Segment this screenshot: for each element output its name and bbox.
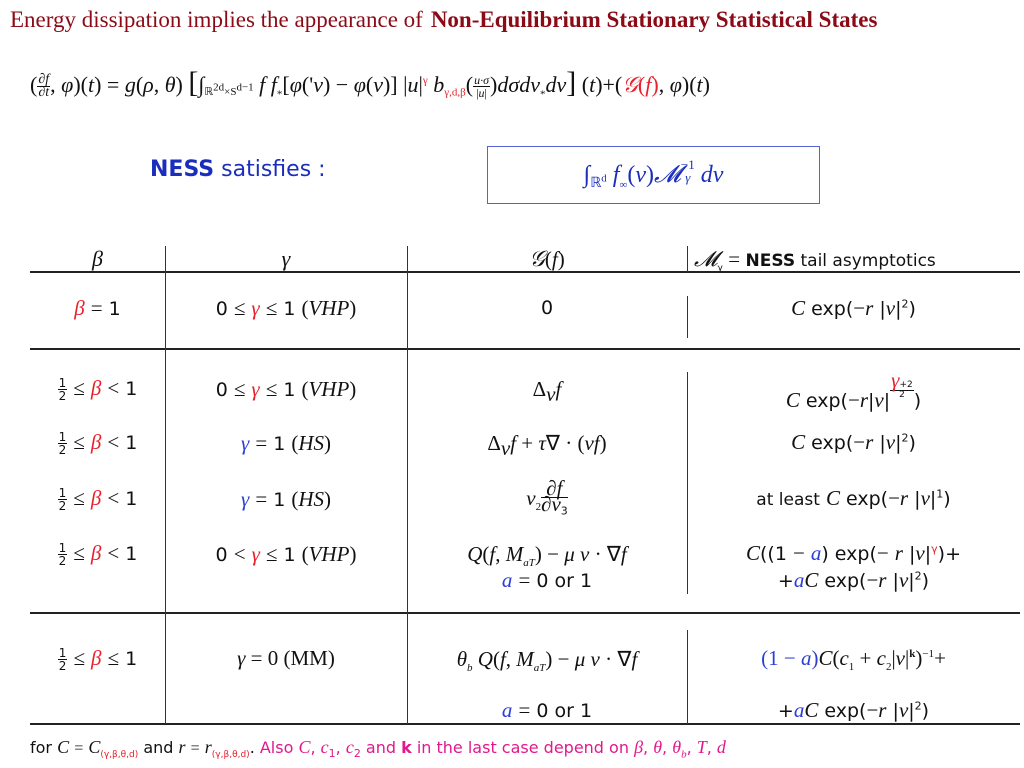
row5-or: or <box>554 570 574 592</box>
row1-G: 0 <box>540 297 554 319</box>
row1-gamma: 0 ≤ γ ≤ 1 (VHP) <box>215 296 357 320</box>
row6-G2: a = 0 or 1 <box>501 698 593 722</box>
row1-beta: β = 1 <box>74 296 121 320</box>
row3-gamma: γ = 1 (HS) <box>240 431 331 455</box>
row6-or: or <box>554 700 574 722</box>
title-highlight: Non-Equilibrium Stationary Statistical States <box>430 7 878 32</box>
row6-M: $(1 - a)C(c_1 + c_2|v|^k)^{-1}+$ <box>761 646 946 674</box>
row3-M: C exp(−r $|v|^2$) <box>791 430 916 454</box>
table-vline-3a <box>687 246 688 272</box>
row5-G2: a = 0 or 1 <box>501 568 593 592</box>
row6-G: $\theta_b$ Q(f, $M_{aT}) - \mu$ v · ∇f <box>456 647 638 675</box>
ness-label-bold: NESS <box>150 157 215 182</box>
row5-gamma: 0 < γ ≤ 1 (VHP) <box>215 542 357 566</box>
table-line-1 <box>30 348 1020 350</box>
footer-note: for $C = C_{(\gamma,\beta,\theta,d)}$ and $r = r_{(\gamma,\beta,\theta,d)}$. Also C, $c_1$, $c_2$ and k in the last case depend on β, θ, $\theta_b$, T, d <box>30 737 726 761</box>
row2-G: $\Delta_vf$ <box>532 377 562 407</box>
header-gamma: γ <box>281 246 291 271</box>
row5-M2: +aC exp(−r $|v|^2$) <box>777 568 930 592</box>
ness-formula-box <box>487 146 820 204</box>
row3-beta: $\frac{1}{2}$ ≤ β < 1 <box>58 430 138 457</box>
row4-G: $v_2$ $\frac{\partial f}{\partial v_3}$ <box>526 476 568 518</box>
row4-at-least: at least <box>756 490 820 510</box>
ness-formula: $\int_{ℝ^d}$ $f_\infty(v)𝓜$ −1 γ dv <box>583 156 724 192</box>
table-line-bottom <box>30 723 1020 725</box>
row3-G: $\Delta_vf + \tau\nabla \cdot (vf)$ <box>487 431 607 461</box>
header-G: 𝒢(f) <box>529 246 565 271</box>
row2-M: C exp(−r|v| $\frac{\gamma+2}{2}$ ) <box>785 368 922 412</box>
row5-M: C((1 − a) exp(− r $|v|^\gamma)+$ <box>745 541 961 565</box>
row4-beta: $\frac{1}{2}$ ≤ β < 1 <box>58 486 138 513</box>
header-beta: β <box>92 246 103 271</box>
row1-M: C exp(−r $|v|^2$) <box>791 296 916 320</box>
row5-beta: $\frac{1}{2}$ ≤ β < 1 <box>58 541 138 568</box>
title-prefix: Energy dissipation implies the appearance of <box>10 7 423 32</box>
ness-label <box>150 157 326 182</box>
table-line-2 <box>30 612 1020 614</box>
row2-beta: $\frac{1}{2}$ ≤ β < 1 <box>58 376 138 403</box>
ness-label-rest: satisfies : <box>221 157 326 182</box>
row6-M2: +aC exp(−r $|v|^2$) <box>777 698 930 722</box>
header-tail: tail asymptotics <box>800 251 936 271</box>
header-M: 𝓜$_\gamma$ = NESS tail asymptotics <box>694 247 936 274</box>
header-ness-bold: NESS <box>745 251 796 271</box>
row6-beta: $\frac{1}{2}$ ≤ β ≤ 1 <box>58 646 138 673</box>
slide-title <box>10 7 877 33</box>
row4-M: at least C exp(−r $|v|^1$) <box>756 486 951 510</box>
row4-gamma: γ = 1 (HS) <box>240 487 331 511</box>
row6-gamma: γ = 0 (MM) <box>237 646 335 670</box>
row5-G: Q(f, $M_{aT}) - \mu$ v · ∇f <box>467 542 627 570</box>
row2-gamma: 0 ≤ γ ≤ 1 (VHP) <box>215 377 357 401</box>
main-equation: ( $\frac{\partial f}{\partial t}$ , φ)(t) = g(ρ, θ) [$\int_{ℝ^{2d}\times S^{d-1}}$ f $f_*[\varphi('v) - \varphi(v)]$ $|u|^\gamma$ $b_{\gamma,d,\beta}$( $\frac{u\cdot\sigma}{|u|}$ )dσdv$_*$dv] (t)+(𝒢(f), φ)(t) <box>30 66 710 101</box>
